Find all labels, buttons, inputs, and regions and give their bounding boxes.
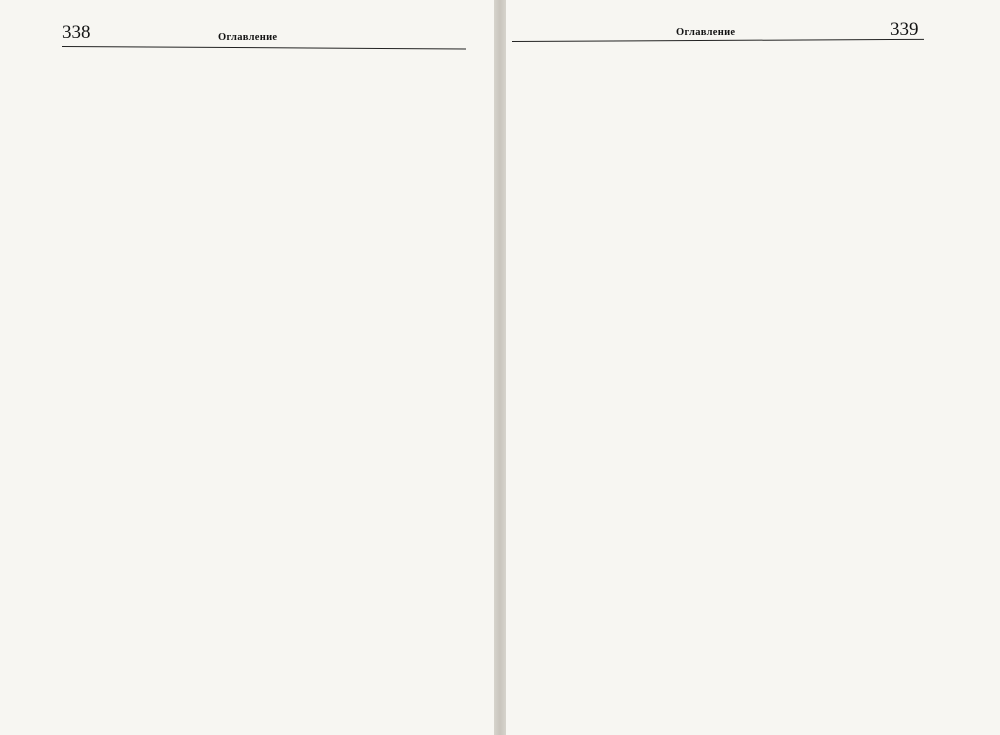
running-title: Оглавление <box>676 27 736 38</box>
header-rule <box>62 46 466 49</box>
left-page <box>0 0 494 735</box>
page-number: 339 <box>890 19 919 40</box>
book-gutter <box>494 0 506 735</box>
page-number: 338 <box>62 22 91 43</box>
header-rule <box>512 39 924 42</box>
running-title: Оглавление <box>218 32 278 43</box>
right-page <box>506 0 1000 735</box>
